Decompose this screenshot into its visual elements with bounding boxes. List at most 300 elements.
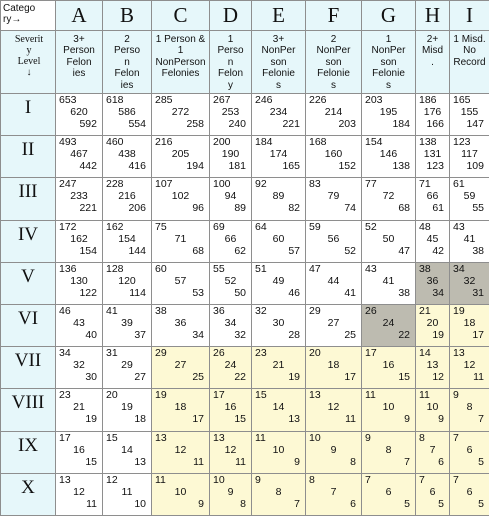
column-description-h xyxy=(416,30,450,93)
upper-value: 9 xyxy=(453,389,459,402)
grid-cell xyxy=(56,262,103,304)
description-line: y xyxy=(228,79,233,91)
upper-value: 48 xyxy=(419,220,431,233)
lower-value: 13 xyxy=(134,455,146,468)
grid-row xyxy=(1,94,489,136)
lower-value: 25 xyxy=(344,329,356,342)
upper-value: 14 xyxy=(419,347,431,360)
lower-value: 165 xyxy=(282,160,300,173)
cell-values xyxy=(252,474,305,515)
cell-values xyxy=(56,221,102,262)
middle-value: 66 xyxy=(426,190,439,203)
grid-cell xyxy=(450,220,489,262)
grid-cell xyxy=(362,347,416,389)
middle-value: 44 xyxy=(327,274,340,287)
lower-value: 68 xyxy=(192,244,204,257)
lower-value: 9 xyxy=(294,455,300,468)
column-header-h: H xyxy=(416,1,450,31)
middle-value: 20 xyxy=(426,317,439,330)
lower-value: 55 xyxy=(472,202,484,215)
lower-value: 19 xyxy=(288,371,300,384)
lower-value: 53 xyxy=(192,286,204,299)
middle-value: 43 xyxy=(73,317,85,330)
grid-cell xyxy=(362,431,416,473)
grid-cell xyxy=(103,305,152,347)
cell-values xyxy=(210,221,251,262)
upper-value: 47 xyxy=(309,262,321,275)
cell-values xyxy=(362,263,415,304)
grid-cell xyxy=(152,220,210,262)
description-line: Felonie xyxy=(372,68,405,80)
upper-value: 19 xyxy=(453,305,465,318)
lower-value: 50 xyxy=(234,286,246,299)
grid-cell xyxy=(210,94,252,136)
grid-cell xyxy=(252,473,306,515)
cell-values xyxy=(252,221,305,262)
middle-value: 18 xyxy=(463,317,476,330)
column-description-d xyxy=(210,30,252,93)
lower-value: 57 xyxy=(288,244,300,257)
lower-value: 442 xyxy=(79,160,97,173)
grid-cell xyxy=(210,431,252,473)
description-line: Perso xyxy=(217,45,244,57)
lower-value: 7 xyxy=(404,455,410,468)
middle-value: 13 xyxy=(426,359,439,372)
severity-level-i: I xyxy=(1,94,56,136)
lower-value: 89 xyxy=(234,202,246,215)
lower-value: 37 xyxy=(134,329,146,342)
upper-value: 29 xyxy=(309,305,321,318)
lower-value: 34 xyxy=(432,286,444,299)
cell-values xyxy=(416,136,449,177)
description-line: ies xyxy=(120,79,134,91)
middle-value: 24 xyxy=(382,317,395,330)
cell-values xyxy=(103,474,151,515)
middle-value: 8 xyxy=(385,443,392,456)
middle-value: 60 xyxy=(272,232,285,245)
upper-value: 138 xyxy=(419,136,437,149)
middle-value: 32 xyxy=(463,274,476,287)
middle-value: 12 xyxy=(73,485,85,498)
description-line: 1 Misd. xyxy=(453,33,486,45)
cell-values xyxy=(103,178,151,219)
cell-values xyxy=(306,263,361,304)
upper-value: 15 xyxy=(255,389,267,402)
middle-value: 79 xyxy=(327,190,340,203)
cell-values xyxy=(152,347,209,388)
description-line: NonPer xyxy=(316,45,351,57)
grid-cell xyxy=(450,136,489,178)
grid-cell xyxy=(56,220,103,262)
grid-row xyxy=(1,178,489,220)
middle-value: 146 xyxy=(379,148,398,161)
middle-value: 10 xyxy=(382,401,395,414)
description-line: Person xyxy=(63,45,95,57)
lower-value: 5 xyxy=(404,497,410,510)
severity-level-ii: II xyxy=(1,136,56,178)
upper-value: 226 xyxy=(309,94,327,107)
cell-values xyxy=(450,94,489,135)
lower-value: 11 xyxy=(473,371,484,384)
cell-values xyxy=(416,94,449,135)
header-row-letters xyxy=(1,1,489,31)
lower-value: 22 xyxy=(234,371,246,384)
cell-values xyxy=(210,305,251,346)
description-line: Felonie xyxy=(317,68,350,80)
lower-value: 152 xyxy=(338,160,356,173)
grid-cell xyxy=(362,262,416,304)
cell-values xyxy=(306,94,361,135)
upper-value: 7 xyxy=(453,431,459,444)
grid-cell xyxy=(210,178,252,220)
cell-values xyxy=(252,432,305,473)
middle-value: 49 xyxy=(272,274,285,287)
cell-values xyxy=(362,305,415,346)
cell-values xyxy=(56,136,102,177)
cell-values xyxy=(450,474,489,515)
upper-value: 13 xyxy=(213,431,225,444)
upper-value: 13 xyxy=(453,347,465,360)
lower-value: 9 xyxy=(198,497,204,510)
grid-cell xyxy=(252,94,306,136)
middle-value: 12 xyxy=(174,443,187,456)
grid-cell xyxy=(416,389,450,431)
grid-cell xyxy=(450,178,489,220)
grid-cell xyxy=(103,473,152,515)
middle-value: 131 xyxy=(423,148,442,161)
upper-value: 168 xyxy=(309,136,327,149)
middle-value: 162 xyxy=(70,232,88,245)
middle-value: 234 xyxy=(269,106,288,119)
grid-cell xyxy=(306,305,362,347)
lower-value: 42 xyxy=(432,244,444,257)
grid-cell xyxy=(306,220,362,262)
upper-value: 31 xyxy=(106,347,118,360)
middle-value: 6 xyxy=(466,443,473,456)
description-line: 1 Person & xyxy=(155,33,206,45)
middle-value: 16 xyxy=(73,443,85,456)
lower-value: 5 xyxy=(478,455,484,468)
grid-cell xyxy=(416,473,450,515)
cell-values xyxy=(152,136,209,177)
grid-row xyxy=(1,305,489,347)
upper-value: 17 xyxy=(213,389,225,402)
lower-value: 194 xyxy=(186,160,204,173)
grid-cell xyxy=(103,178,152,220)
lower-value: 22 xyxy=(398,329,410,342)
lower-value: 554 xyxy=(128,118,146,131)
description-line: 1 xyxy=(227,33,234,45)
middle-value: 467 xyxy=(70,148,88,161)
cell-values xyxy=(416,432,449,473)
upper-value: 100 xyxy=(213,178,231,191)
lower-value: 68 xyxy=(398,202,410,215)
upper-value: 17 xyxy=(365,347,377,360)
grid-cell xyxy=(306,431,362,473)
cell-values xyxy=(103,263,151,304)
description-line: son xyxy=(270,56,287,68)
upper-value: 34 xyxy=(59,347,71,360)
cell-values xyxy=(416,474,449,515)
upper-value: 267 xyxy=(213,94,231,107)
description-line: n xyxy=(124,56,130,68)
middle-value: 620 xyxy=(70,106,88,119)
grid-cell xyxy=(252,305,306,347)
cell-values xyxy=(450,389,489,430)
grid-cell xyxy=(210,262,252,304)
middle-value: 253 xyxy=(221,106,240,119)
upper-value: 21 xyxy=(419,305,431,318)
upper-value: 13 xyxy=(155,431,167,444)
cell-values xyxy=(416,389,449,430)
middle-value: 34 xyxy=(224,317,237,330)
middle-value: 272 xyxy=(171,106,190,119)
lower-value: 9 xyxy=(404,413,410,426)
lower-value: 7 xyxy=(294,497,300,510)
severity-label-line: y xyxy=(26,44,32,56)
cell-values xyxy=(56,178,102,219)
middle-value: 6 xyxy=(429,485,436,498)
middle-value: 52 xyxy=(224,274,237,287)
column-description-e xyxy=(252,30,306,93)
severity-label-line: Severit xyxy=(14,33,44,45)
grid-cell xyxy=(152,389,210,431)
middle-value: 66 xyxy=(224,232,237,245)
cell-values xyxy=(152,178,209,219)
lower-value: 15 xyxy=(234,413,246,426)
lower-value: 61 xyxy=(432,202,444,215)
upper-value: 285 xyxy=(155,94,173,107)
description-line: 1 xyxy=(385,33,392,45)
lower-value: 25 xyxy=(192,371,204,384)
middle-value: 216 xyxy=(118,190,136,203)
cell-values xyxy=(152,432,209,473)
upper-value: 11 xyxy=(419,389,430,402)
lower-value: 221 xyxy=(282,118,300,131)
middle-value: 29 xyxy=(121,359,133,372)
grid-row xyxy=(1,347,489,389)
grid-cell xyxy=(450,305,489,347)
cell-values xyxy=(252,263,305,304)
description-line: Felon xyxy=(114,68,140,80)
lower-value: 9 xyxy=(438,413,444,426)
cell-values xyxy=(103,305,151,346)
cell-values xyxy=(252,178,305,219)
grid-cell xyxy=(252,220,306,262)
grid-cell xyxy=(210,220,252,262)
cell-values xyxy=(103,389,151,430)
cell-values xyxy=(362,94,415,135)
grid-cell xyxy=(306,136,362,178)
grid-cell xyxy=(103,389,152,431)
corner-text-line: Catego xyxy=(3,3,36,14)
middle-value: 18 xyxy=(327,359,340,372)
lower-value: 31 xyxy=(472,286,484,299)
severity-level-vi: VI xyxy=(1,305,56,347)
middle-value: 45 xyxy=(426,232,439,245)
upper-value: 123 xyxy=(453,136,471,149)
middle-value: 9 xyxy=(227,485,234,498)
middle-value: 10 xyxy=(426,401,439,414)
upper-value: 69 xyxy=(213,220,225,233)
grid-cell xyxy=(56,473,103,515)
lower-value: 5 xyxy=(438,497,444,510)
middle-value: 8 xyxy=(275,485,282,498)
grid-row xyxy=(1,136,489,178)
upper-value: 71 xyxy=(419,178,431,191)
cell-values xyxy=(362,432,415,473)
grid-cell xyxy=(450,389,489,431)
column-header-a: A xyxy=(56,1,103,31)
middle-value: 12 xyxy=(327,401,340,414)
grid-cell xyxy=(252,262,306,304)
grid-cell xyxy=(152,94,210,136)
middle-value: 94 xyxy=(224,190,237,203)
description-line: 1 xyxy=(177,45,184,57)
upper-value: 107 xyxy=(155,178,173,191)
description-line: 2+ xyxy=(426,33,439,45)
lower-value: 17 xyxy=(192,413,204,426)
column-description-g xyxy=(362,30,416,93)
lower-value: 203 xyxy=(338,118,356,131)
column-description-a xyxy=(56,30,103,93)
description-line: son xyxy=(380,56,397,68)
cell-values xyxy=(103,432,151,473)
middle-value: 16 xyxy=(224,401,237,414)
lower-value: 114 xyxy=(129,286,146,299)
cell-values xyxy=(252,347,305,388)
middle-value: 41 xyxy=(382,274,395,287)
description-line: s xyxy=(331,79,336,91)
cell-values xyxy=(252,136,305,177)
grid-cell xyxy=(56,347,103,389)
cell-values xyxy=(103,94,151,135)
description-line: n xyxy=(227,56,234,68)
grid-cell xyxy=(450,262,489,304)
lower-value: 416 xyxy=(128,160,146,173)
grid-cell xyxy=(210,347,252,389)
grid-cell xyxy=(416,94,450,136)
middle-value: 18 xyxy=(174,401,187,414)
lower-value: 240 xyxy=(228,118,246,131)
upper-value: 75 xyxy=(155,220,167,233)
lower-value: 62 xyxy=(234,244,246,257)
grid-cell xyxy=(450,347,489,389)
middle-value: 154 xyxy=(118,232,136,245)
grid-cell xyxy=(210,305,252,347)
lower-value: 8 xyxy=(350,455,356,468)
upper-value: 12 xyxy=(106,473,118,486)
grid-cell xyxy=(362,473,416,515)
grid-cell xyxy=(362,178,416,220)
cell-values xyxy=(450,136,489,177)
grid-cell xyxy=(152,178,210,220)
upper-value: 51 xyxy=(255,262,267,275)
grid-cell xyxy=(450,94,489,136)
grid-cell xyxy=(252,178,306,220)
upper-value: 172 xyxy=(59,220,77,233)
grid-cell xyxy=(252,347,306,389)
upper-value: 77 xyxy=(365,178,377,191)
grid-cell xyxy=(416,431,450,473)
middle-value: 12 xyxy=(224,443,237,456)
upper-value: 11 xyxy=(155,473,166,486)
cell-values xyxy=(152,94,209,135)
upper-value: 162 xyxy=(106,220,124,233)
middle-value: 10 xyxy=(174,485,187,498)
cell-values xyxy=(450,221,489,262)
middle-value: 19 xyxy=(121,401,133,414)
grid-cell xyxy=(56,94,103,136)
middle-value: 117 xyxy=(461,148,478,161)
corner-text-line: ry→ xyxy=(3,14,22,25)
upper-value: 154 xyxy=(365,136,383,149)
middle-value: 36 xyxy=(426,274,439,287)
middle-value: 7 xyxy=(330,485,337,498)
lower-value: 144 xyxy=(128,244,146,257)
cell-values xyxy=(362,389,415,430)
upper-value: 7 xyxy=(419,473,425,486)
grid-cell xyxy=(362,220,416,262)
middle-value: 41 xyxy=(463,232,476,245)
cell-values xyxy=(210,178,251,219)
grid-cell xyxy=(252,136,306,178)
upper-value: 43 xyxy=(365,262,377,275)
upper-value: 8 xyxy=(309,473,315,486)
cell-values xyxy=(152,263,209,304)
upper-value: 216 xyxy=(155,136,173,149)
grid-cell xyxy=(252,431,306,473)
upper-value: 493 xyxy=(59,136,77,149)
cell-values xyxy=(306,432,361,473)
lower-value: 38 xyxy=(472,244,484,257)
lower-value: 38 xyxy=(398,286,410,299)
upper-value: 64 xyxy=(255,220,267,233)
grid-cell xyxy=(416,262,450,304)
description-line: No xyxy=(463,45,476,57)
severity-label-line: ↓ xyxy=(26,66,32,78)
lower-value: 18 xyxy=(134,413,146,426)
upper-value: 34 xyxy=(453,262,465,275)
grid-cell xyxy=(362,136,416,178)
description-line: Felonie xyxy=(262,68,295,80)
description-line: 3+ xyxy=(73,33,85,45)
lower-value: 17 xyxy=(344,371,356,384)
cell-values xyxy=(56,347,102,388)
severity-level-ix: IX xyxy=(1,431,56,473)
cell-values xyxy=(306,389,361,430)
upper-value: 10 xyxy=(309,431,321,444)
cell-values xyxy=(306,347,361,388)
grid-row xyxy=(1,389,489,431)
cell-values xyxy=(450,347,489,388)
upper-value: 9 xyxy=(365,431,371,444)
upper-value: 83 xyxy=(309,178,321,191)
lower-value: 258 xyxy=(186,118,204,131)
cell-values xyxy=(416,263,449,304)
upper-value: 200 xyxy=(213,136,231,149)
cell-values xyxy=(210,389,251,430)
description-line: ies xyxy=(72,68,86,80)
cell-values xyxy=(362,221,415,262)
upper-value: 9 xyxy=(255,473,261,486)
lower-value: 12 xyxy=(432,371,444,384)
middle-value: 176 xyxy=(423,106,442,119)
grid-cell xyxy=(56,389,103,431)
column-description-b xyxy=(103,30,152,93)
grid-cell xyxy=(152,305,210,347)
grid-cell xyxy=(306,389,362,431)
